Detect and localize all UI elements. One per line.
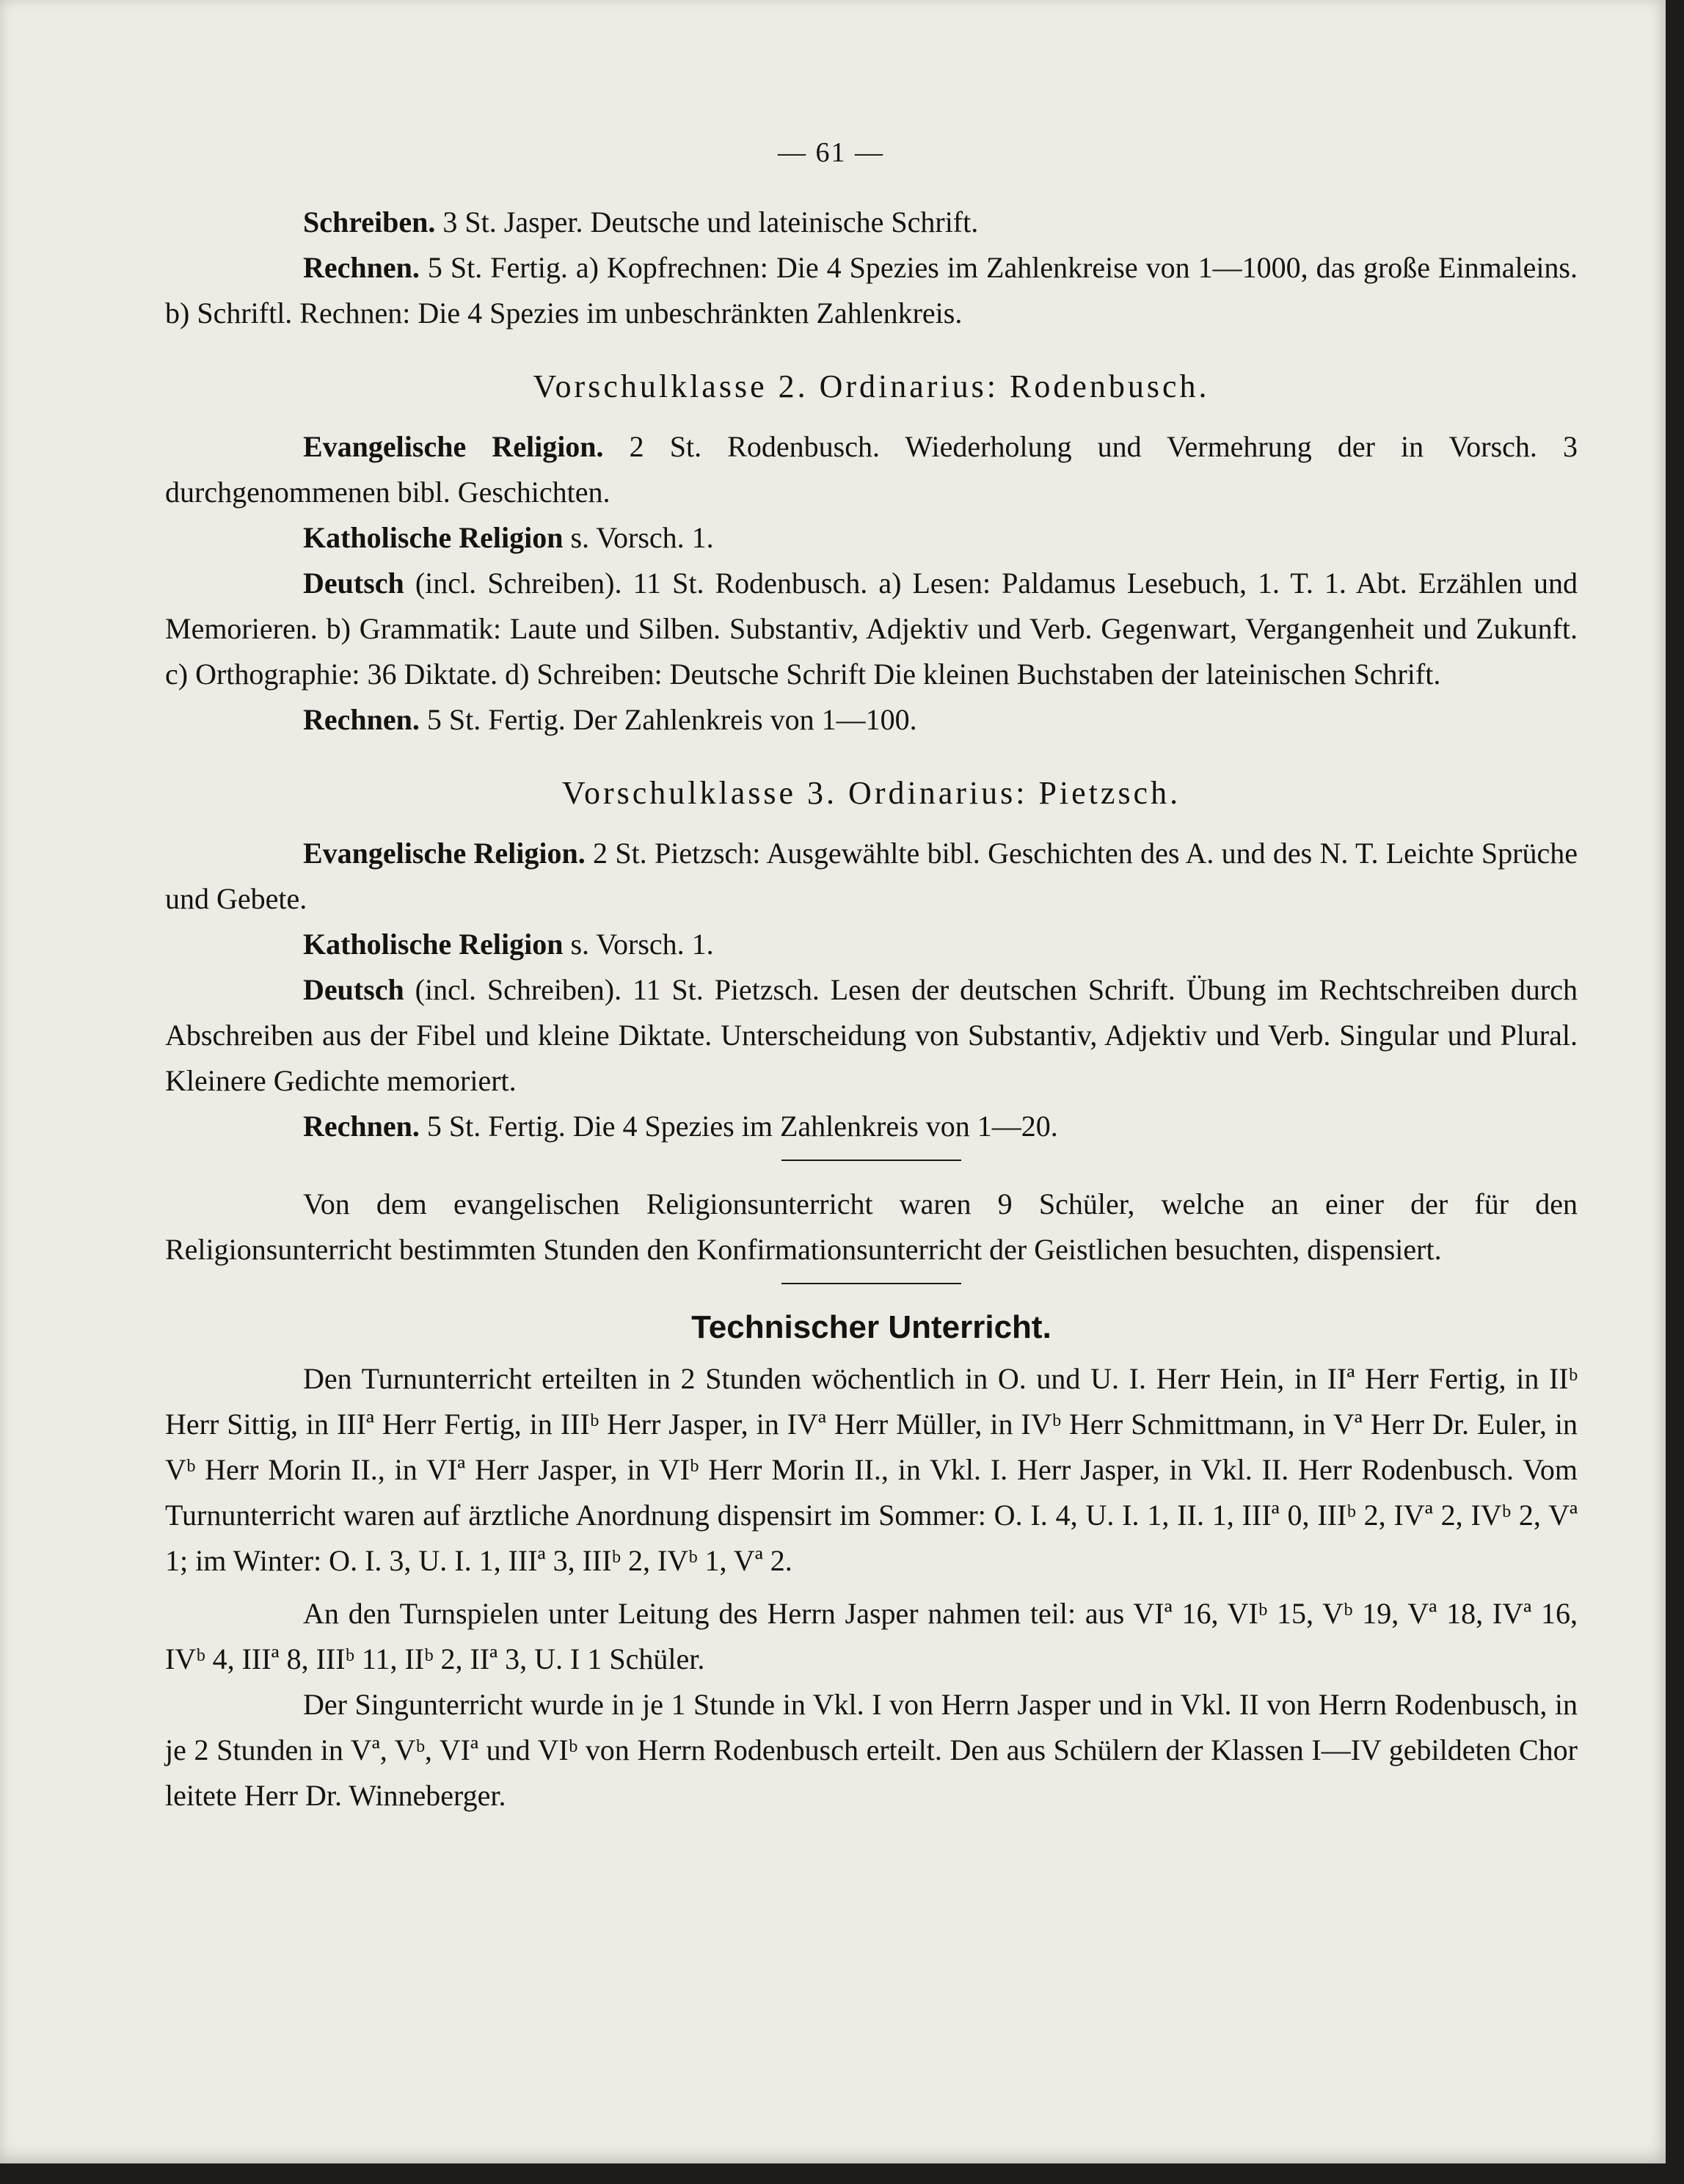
subject-heading: Evangelische Religion. [303, 430, 604, 463]
scan-edge-right [1666, 0, 1684, 2184]
subject-heading: Deutsch [303, 973, 404, 1006]
divider-rule [781, 1160, 961, 1161]
subject-text: (incl. Schreiben). 11 St. Rodenbusch. a) Lesen: Paldamus Lesebuch, 1. T. 1. Abt. Erzählen und Memorieren. b) Grammatik: Laute und Silben. Substantiv, Adjektiv und Verb. Gegenwart, Vergangenheit und Zukunft. c) Orthographie: 36 Diktate. d) Schreiben: Deutsche Schrift Die kleinen Buchstaben der lateinischen Schrift. [165, 567, 1578, 691]
paragraph-rechnen [165, 245, 1578, 336]
subject-text: 5 St. Fertig. Die 4 Spezies im Zahlenkreis von 1—20. [419, 1110, 1058, 1143]
paragraph-vk3-evangelisch [165, 831, 1578, 922]
subject-heading: Evangelische Religion. [303, 837, 586, 870]
paragraph-vk2-evangelisch [165, 424, 1578, 515]
paragraph-singunterricht: Der Singunterricht wurde in je 1 Stunde in Vkl. I von Herrn Jasper und in Vkl. II von Herrn Rodenbusch, in je 2 Stunden in Vª, Vᵇ, VIª und VIᵇ von Herrn Rodenbusch erteilt. Den aus Schülern der Klassen I—IV gebildeten Chor leitete Herr Dr. Winneberger. [165, 1688, 1578, 1812]
subject-heading: Rechnen. [303, 251, 420, 284]
subject-text: s. Vorsch. 1. [563, 928, 714, 961]
subject-text: 3 St. Jasper. Deutsche und lateinische Schrift. [435, 205, 979, 239]
subject-heading: Rechnen. [303, 1110, 420, 1143]
paragraph-vk2-katholisch [165, 515, 1578, 561]
subject-heading: Schreiben. [303, 205, 436, 239]
paragraph-vk3-rechnen [165, 1104, 1578, 1149]
scan-edge-bottom [0, 2163, 1684, 2184]
subject-text: 5 St. Fertig. Der Zahlenkreis von 1—100. [419, 703, 917, 736]
paragraph-turnunterricht: Den Turnunterricht erteilten in 2 Stunden wöchentlich in O. und U. I. Herr Hein, in IIª Herr Fertig, in IIᵇ Herr Sittig, in IIIª Herr Fertig, in IIIᵇ Herr Jasper, in IVª Herr Müller, in IVᵇ Herr Schmittmann, in Vª Herr Dr. Euler, in Vᵇ Herr Morin II., in VIª Herr Jasper, in VIᵇ Herr Morin II., in Vkl. I. Herr Jasper, in Vkl. II. Herr Rodenbusch. Vom Turnunterricht waren auf ärztliche Anordnung dispensirt im Sommer: O. I. 4, U. I. 1, II. 1, IIIª 0, IIIᵇ 2, IVª 2, IVᵇ 2, Vª 1; im Winter: O. I. 3, U. I. 1, IIIª 3, IIIᵇ 2, IVᵇ 1, Vª 2. [165, 1362, 1578, 1577]
paragraph-schreiben [165, 200, 1578, 245]
subject-text: (incl. Schreiben). 11 St. Pietzsch. Lesen der deutschen Schrift. Übung im Rechtschreiben durch Abschreiben aus der Fibel und kleine Diktate. Unterscheidung von Substantiv, Adjektiv und Verb. Singular und Plural. Kleinere Gedichte memoriert. [165, 973, 1578, 1097]
page-content [165, 200, 1578, 1819]
divider-rule [781, 1283, 961, 1284]
subject-heading: Katholische Religion [303, 928, 564, 961]
page-number: — 61 — [778, 137, 884, 168]
paragraph-dispensiert: Von dem evangelischen Religionsunterricht waren 9 Schüler, welche an einer der für den Religionsunterricht bestimmten Stunden den Konfirmationsunterricht der Geistlichen besuchten, dispensiert. [165, 1187, 1578, 1266]
subject-text: 5 St. Fertig. a) Kopfrechnen: Die 4 Spezies im Zahlenkreise von 1—1000, das große Einmaleins. b) Schriftl. Rechnen: Die 4 Spezies im unbeschränkten Zahlenkreis. [165, 251, 1578, 330]
paragraph-vk2-rechnen [165, 697, 1578, 743]
subject-heading: Katholische Religion [303, 521, 564, 554]
heading-vorschulklasse-2: Vorschulklasse 2. Ordinarius: Rodenbusch. [533, 368, 1210, 404]
section-title-technischer-unterricht: Technischer Unterricht. [691, 1309, 1051, 1345]
subject-heading: Rechnen. [303, 703, 420, 736]
heading-vorschulklasse-3: Vorschulklasse 3. Ordinarius: Pietzsch. [561, 775, 1181, 811]
subject-text: 2 St. Rodenbusch. Wiederholung und Vermehrung der in Vorsch. 3 durchgenommenen bibl. Geschichten. [165, 430, 1578, 509]
paragraph-gap [165, 1584, 1578, 1591]
paragraph-vk2-deutsch [165, 561, 1578, 697]
subject-heading: Deutsch [303, 567, 404, 600]
subject-text: 2 St. Pietzsch: Ausgewählte bibl. Geschichten des A. und des N. T. Leichte Sprüche und Gebete. [165, 837, 1578, 915]
paragraph-turnspiele: An den Turnspielen unter Leitung des Herrn Jasper nahmen teil: aus VIª 16, VIᵇ 15, Vᵇ 19, Vª 18, IVª 16, IVᵇ 4, IIIª 8, IIIᵇ 11, IIᵇ 2, IIª 3, U. I 1 Schüler. [165, 1597, 1578, 1675]
paragraph-vk3-katholisch [165, 922, 1578, 967]
subject-text: s. Vorsch. 1. [563, 521, 714, 554]
paragraph-vk3-deutsch [165, 967, 1578, 1104]
